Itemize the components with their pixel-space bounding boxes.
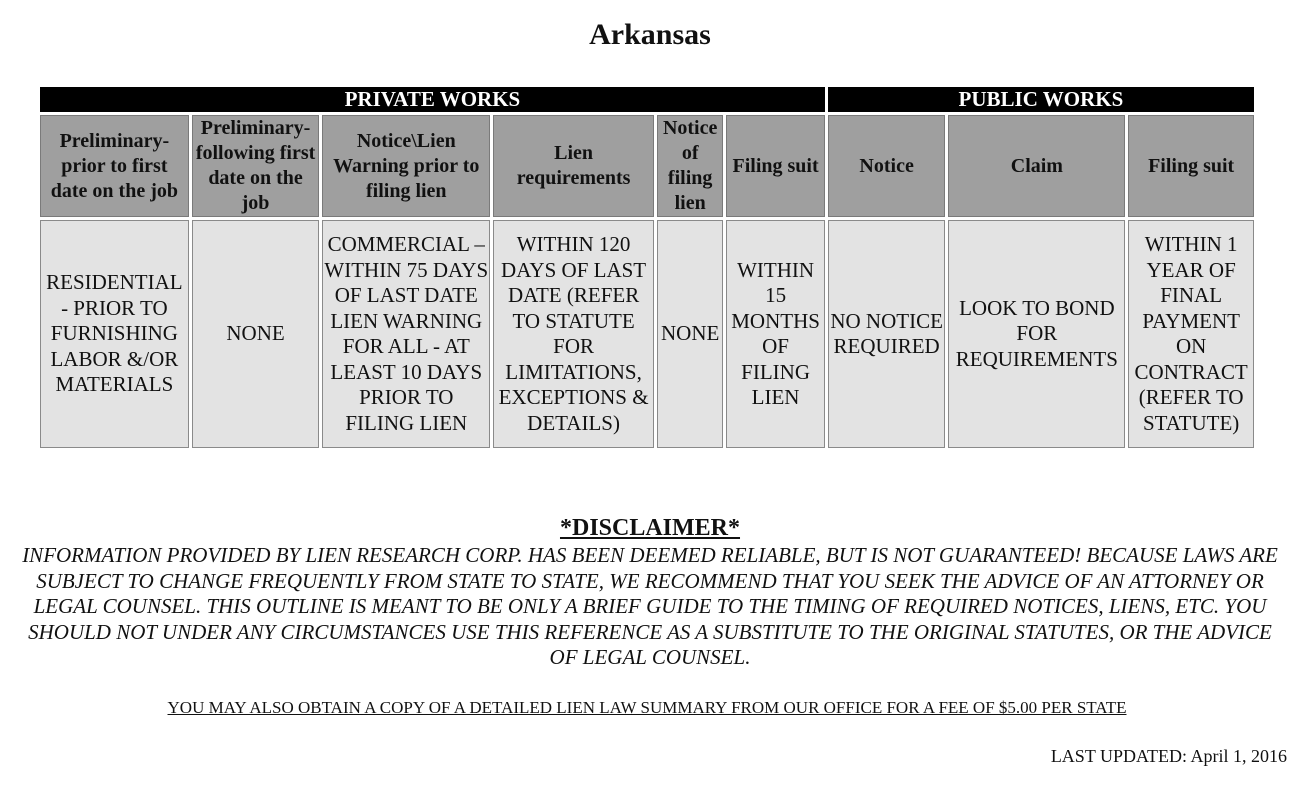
lien-law-table	[37, 84, 1257, 451]
header-notice-lien-warning: Notice\Lien Warning prior to filing lien	[322, 115, 490, 217]
last-updated: LAST UPDATED: April 1, 2016	[1050, 746, 1287, 766]
cell-notice-lien-warning: COMMERCIAL – WITHIN 75 DAYS OF LAST DATE LIEN WARNING FOR ALL - AT LEAST 10 DAYS PRIOR TO FILING LIEN	[322, 220, 490, 448]
header-preliminary-prior: Preliminary-prior to first date on the job	[40, 115, 189, 217]
header-notice-of-filing-lien: Notice of filing lien	[657, 115, 723, 217]
section-header-row	[40, 87, 1254, 112]
column-header-row	[40, 115, 1254, 217]
header-public-filing-suit: Filing suit	[1128, 115, 1254, 217]
header-private-filing-suit: Filing suit	[726, 115, 825, 217]
cell-public-notice: NO NOTICE REQUIRED	[828, 220, 946, 448]
private-works-header: PRIVATE WORKS	[40, 87, 825, 112]
header-public-claim: Claim	[948, 115, 1125, 217]
lien-summary-link[interactable]: YOU MAY ALSO OBTAIN A COPY OF A DETAILED LIEN LAW SUMMARY FROM OUR OFFICE FOR A FEE OF $5.00 PER STATE	[167, 698, 1127, 717]
cell-preliminary-following: NONE	[192, 220, 320, 448]
cell-lien-requirements: WITHIN 120 DAYS OF LAST DATE (REFER TO STATUTE FOR LIMITATIONS, EXCEPTIONS & DETAILS)	[493, 220, 654, 448]
header-public-notice: Notice	[828, 115, 946, 217]
page-title: Arkansas	[589, 18, 711, 51]
cell-public-filing-suit: WITHIN 1 YEAR OF FINAL PAYMENT ON CONTRACT (REFER TO STATUTE)	[1128, 220, 1254, 448]
header-preliminary-following: Preliminary-following first date on the job	[192, 115, 320, 217]
disclaimer-title: *DISCLAIMER*	[559, 515, 741, 541]
table-row	[40, 220, 1254, 448]
cell-public-claim: LOOK TO BOND FOR REQUIREMENTS	[948, 220, 1125, 448]
cell-private-filing-suit: WITHIN 15 MONTHS OF FILING LIEN	[726, 220, 825, 448]
public-works-header: PUBLIC WORKS	[828, 87, 1254, 112]
disclaimer-text: INFORMATION PROVIDED BY LIEN RESEARCH CORP. HAS BEEN DEEMED RELIABLE, BUT IS NOT GUARANTEED! BECAUSE LAWS ARE SUBJECT TO CHANGE FREQUENTLY FROM STATE TO STATE, WE RECOMMEND THAT YOU SEEK THE ADVICE OF AN ATTORNEY OR LEGAL COUNSEL. THIS OUTLINE IS MEANT TO BE ONLY A BRIEF GUIDE TO THE TIMING OF REQUIRED NOTICES, LIENS, ETC. YOU SHOULD NOT UNDER ANY CIRCUMSTANCES USE THIS REFERENCE AS A SUBSTITUTE TO THE ORIGINAL STATUTES, OR THE ADVICE OF LEGAL COUNSEL.	[22, 543, 1278, 670]
cell-notice-of-filing-lien: NONE	[657, 220, 723, 448]
header-lien-requirements: Lien requirements	[493, 115, 654, 217]
cell-preliminary-prior: RESIDENTIAL - PRIOR TO FURNISHING LABOR &/OR MATERIALS	[40, 220, 189, 448]
